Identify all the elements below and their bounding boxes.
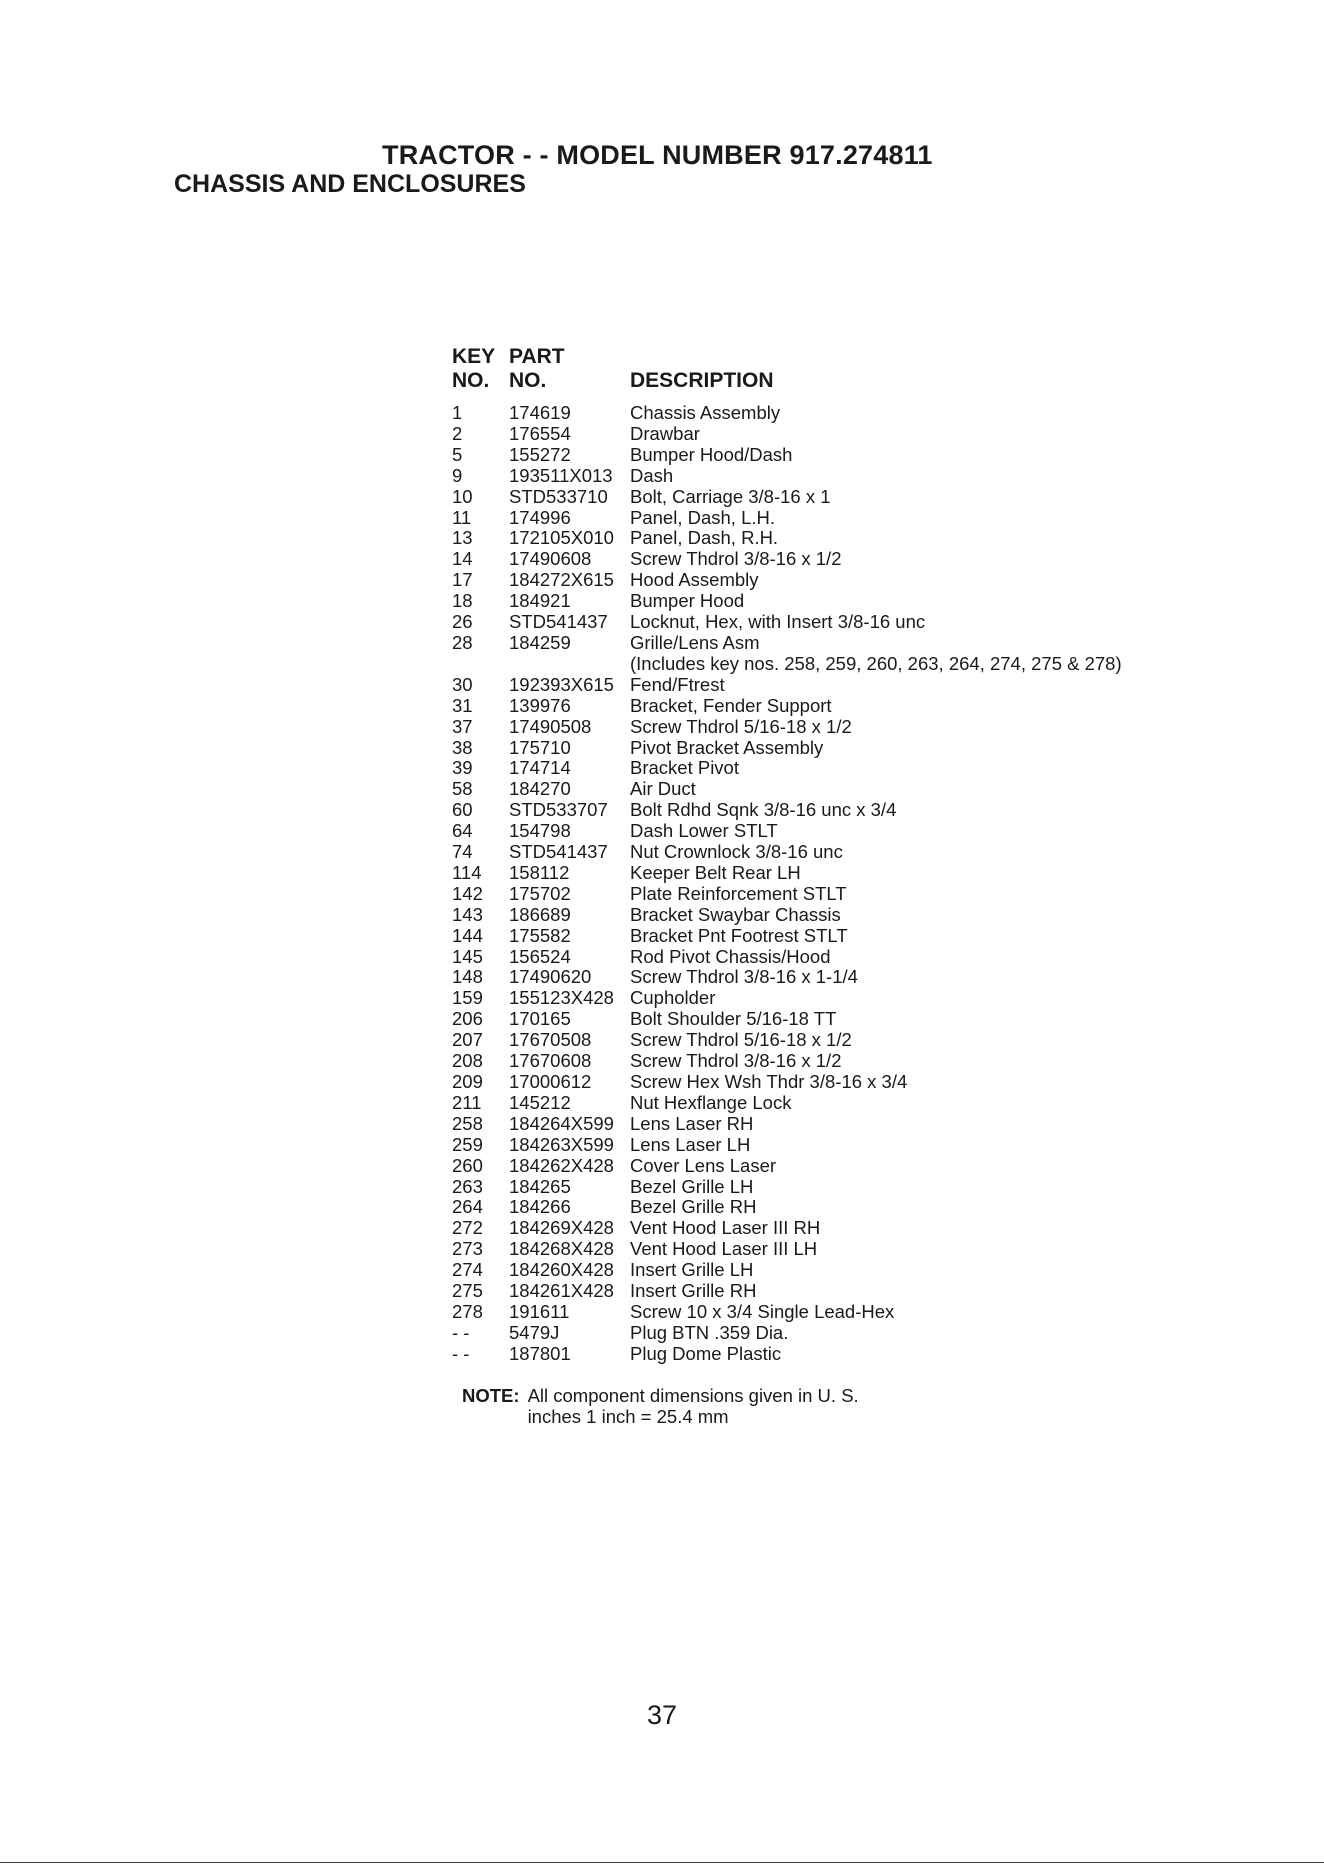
table-row [452, 1135, 1122, 1156]
part-number-cell: 184269X428 [509, 1217, 614, 1239]
part-number-cell: 184265 [509, 1175, 571, 1197]
key-cell: 28 [452, 631, 473, 653]
key-cell: 1 [452, 402, 463, 423]
key-cell: 11 [452, 506, 472, 528]
part-number-cell: 176554 [509, 422, 571, 444]
description-cell: Insert Grille RH [630, 1280, 757, 1302]
key-cell: - - [452, 1342, 470, 1364]
description-cell: Grille/Lens Asm [630, 631, 760, 653]
description-cell: Cupholder [630, 987, 716, 1009]
description-cell: Nut Crownlock 3/8-16 unc [630, 841, 843, 863]
part-number-cell: 184270 [509, 778, 571, 800]
part-number-cell: 17490620 [509, 966, 592, 988]
part-number-cell: 175582 [509, 924, 571, 946]
table-row [452, 1177, 1122, 1198]
description-cell: Insert Grille LH [630, 1259, 754, 1281]
part-number-cell: 175710 [509, 736, 571, 758]
table-row [452, 842, 1122, 863]
table-row [452, 675, 1122, 696]
key-cell: 258 [452, 1112, 483, 1134]
description-cell: Lens Laser LH [630, 1133, 751, 1155]
description-cell: Chassis Assembly [630, 402, 781, 423]
key-cell: 30 [452, 673, 473, 695]
part-number-cell: 184261X428 [509, 1280, 614, 1302]
table-row [452, 487, 1122, 508]
part-number-cell: 156524 [509, 945, 571, 967]
parts-table [452, 345, 1122, 1365]
description-cell: Screw Thdrol 3/8-16 x 1/2 [630, 548, 842, 570]
key-cell: 145 [452, 945, 483, 967]
key-cell [452, 654, 509, 675]
key-cell: 208 [452, 1050, 483, 1072]
key-cell: 142 [452, 882, 483, 904]
part-number-cell: 192393X615 [509, 673, 614, 695]
description-cell: Nut Hexflange Lock [630, 1091, 792, 1113]
part-number-cell: 139976 [509, 694, 571, 716]
key-cell: 37 [452, 715, 473, 737]
description-cell: Panel, Dash, R.H. [630, 527, 779, 549]
key-cell: 10 [452, 485, 473, 507]
part-number-cell: 155272 [509, 443, 571, 465]
key-cell: 17 [452, 569, 473, 591]
key-cell: 274 [452, 1259, 483, 1281]
key-cell: 9 [452, 464, 463, 486]
part-number-cell: 17670608 [509, 1050, 592, 1072]
key-cell: 38 [452, 736, 473, 758]
bottom-rule [0, 1862, 1324, 1863]
description-cell: Bezel Grille LH [630, 1175, 754, 1197]
part-number-cell: 174619 [509, 402, 571, 423]
part-number-cell: 184266 [509, 1196, 571, 1218]
page-number: 37 [646, 1700, 678, 1730]
key-cell: 273 [452, 1238, 483, 1260]
table-row [452, 1156, 1122, 1177]
part-header-line1: PART [509, 345, 565, 368]
table-row [452, 591, 1122, 612]
table-row [452, 905, 1122, 926]
description-header: DESCRIPTION [630, 369, 774, 392]
description-cell: Bracket Swaybar Chassis [630, 903, 841, 925]
key-cell: 264 [452, 1196, 483, 1218]
key-cell: 2 [452, 422, 463, 444]
key-cell: 206 [452, 1008, 483, 1030]
description-cell: Screw Hex Wsh Thdr 3/8-16 x 3/4 [630, 1071, 908, 1092]
table-row [452, 528, 1122, 549]
table-row [452, 466, 1122, 487]
part-number-cell: 184272X615 [509, 569, 614, 591]
description-cell: Pivot Bracket Assembly [630, 736, 824, 758]
part-number-cell: 184262X428 [509, 1154, 614, 1176]
table-row [452, 738, 1122, 759]
part-number-cell: 191611 [509, 1300, 570, 1322]
part-number-cell: 174714 [509, 757, 571, 779]
key-header-line1: KEY [452, 345, 496, 368]
part-number-cell: STD541437 [509, 841, 608, 863]
key-cell: 148 [452, 966, 483, 988]
part-number-cell: 170165 [509, 1008, 571, 1030]
table-row [452, 1239, 1122, 1260]
description-cell: Cover Lens Laser [630, 1154, 777, 1176]
part-header-line2: NO. [509, 369, 547, 392]
table-row [452, 863, 1122, 884]
key-header-line2: NO. [452, 369, 490, 392]
section-title: CHASSIS AND ENCLOSURES [174, 170, 526, 198]
table-row [452, 654, 1122, 675]
table-row [452, 633, 1122, 654]
description-cell: Lens Laser RH [630, 1112, 754, 1134]
note-line-1: All component dimensions given in U. S. [527, 1385, 859, 1406]
description-cell: Bolt Rdhd Sqnk 3/8-16 unc x 3/4 [630, 799, 897, 821]
description-cell: Bumper Hood [630, 590, 745, 612]
description-cell: Air Duct [630, 778, 696, 800]
page-title: TRACTOR - - MODEL NUMBER 917.274811 [382, 140, 933, 170]
description-cell: Keeper Belt Rear LH [630, 861, 801, 883]
part-number-cell: 145212 [509, 1091, 571, 1113]
table-row [452, 717, 1122, 738]
part-number-cell: 184264X599 [509, 1112, 614, 1134]
key-cell: 74 [452, 841, 473, 863]
description-cell: Plug Dome Plastic [630, 1342, 782, 1364]
description-cell: Bumper Hood/Dash [630, 443, 793, 465]
part-number-cell: 193511X013 [509, 464, 613, 486]
table-row [452, 1093, 1122, 1114]
table-row [452, 1260, 1122, 1281]
key-cell: 114 [452, 861, 482, 883]
key-cell: 13 [452, 527, 473, 549]
key-cell: 144 [452, 924, 483, 946]
part-number-cell: STD533707 [509, 799, 608, 821]
description-cell: Vent Hood Laser III LH [630, 1238, 818, 1260]
table-row [452, 1344, 1122, 1365]
table-row [452, 821, 1122, 842]
key-cell: 259 [452, 1133, 483, 1155]
key-cell: 209 [452, 1071, 483, 1092]
description-header-spacer [630, 345, 1122, 369]
table-row [452, 1114, 1122, 1135]
description-cell: Hood Assembly [630, 569, 759, 591]
description-cell: Bracket Pivot [630, 757, 739, 779]
description-cell: Plug BTN .359 Dia. [630, 1321, 789, 1343]
table-row [452, 1051, 1122, 1072]
description-cell: Plate Reinforcement STLT [630, 882, 847, 904]
key-cell: 159 [452, 987, 483, 1009]
table-row [452, 445, 1122, 466]
table-row [452, 508, 1122, 529]
table-row [452, 1218, 1122, 1239]
description-cell: (Includes key nos. 258, 259, 260, 263, 264, 274, 275 & 278) [630, 652, 1122, 674]
description-cell: Fend/Ftrest [630, 673, 725, 695]
part-number-cell: 184260X428 [509, 1259, 614, 1281]
description-cell: Bolt Shoulder 5/16-18 TT [630, 1008, 837, 1030]
table-row [452, 800, 1122, 821]
note-text [528, 1385, 859, 1427]
part-number-cell: 17000612 [509, 1071, 592, 1092]
key-cell: 18 [452, 590, 473, 612]
table-row [452, 1009, 1122, 1030]
part-number-cell: 5479J [509, 1321, 560, 1343]
parts-table-body [452, 403, 1122, 1365]
key-cell: 60 [452, 799, 473, 821]
description-cell: Dash Lower STLT [630, 820, 778, 842]
part-number-cell: 184263X599 [509, 1133, 614, 1155]
key-cell: 278 [452, 1300, 483, 1322]
part-number-cell: STD541437 [509, 611, 608, 633]
table-row [452, 758, 1122, 779]
part-number-cell: 155123X428 [509, 987, 614, 1009]
table-row [452, 967, 1122, 988]
description-cell: Bezel Grille RH [630, 1196, 757, 1218]
table-row [452, 988, 1122, 1009]
key-cell: 39 [452, 757, 473, 779]
table-row [452, 947, 1122, 968]
part-number-cell: 184268X428 [509, 1238, 614, 1260]
part-number-cell: 174996 [509, 506, 571, 528]
table-row [452, 1281, 1122, 1302]
part-number-cell: 184921 [509, 590, 571, 612]
table-row [452, 1197, 1122, 1218]
description-cell: Screw Thdrol 5/16-18 x 1/2 [630, 715, 852, 737]
part-number-cell [509, 654, 630, 675]
table-row [452, 696, 1122, 717]
description-cell: Bracket, Fender Support [630, 694, 832, 716]
table-row [452, 1323, 1122, 1344]
key-cell: 263 [452, 1175, 483, 1197]
key-cell: - - [452, 1321, 470, 1343]
part-number-cell: 17490508 [509, 715, 592, 737]
part-number-cell: 154798 [509, 820, 571, 842]
key-cell: 272 [452, 1217, 483, 1239]
table-row [452, 424, 1122, 445]
part-number-cell: STD533710 [509, 485, 608, 507]
note-block [462, 1385, 859, 1427]
key-cell: 14 [452, 548, 473, 570]
part-number-cell: 184259 [509, 631, 571, 653]
key-cell: 211 [452, 1091, 482, 1113]
table-row [452, 570, 1122, 591]
part-number-cell: 158112 [509, 861, 570, 883]
description-cell: Screw 10 x 3/4 Single Lead-Hex [630, 1300, 895, 1322]
part-number-cell: 17670508 [509, 1029, 592, 1051]
table-row [452, 1072, 1122, 1093]
key-cell: 26 [452, 611, 473, 633]
description-cell: Screw Thdrol 3/8-16 x 1-1/4 [630, 966, 858, 988]
table-row [452, 612, 1122, 633]
description-cell: Screw Thdrol 3/8-16 x 1/2 [630, 1050, 842, 1072]
description-cell: Panel, Dash, L.H. [630, 506, 775, 528]
key-cell: 143 [452, 903, 483, 925]
description-cell: Screw Thdrol 5/16-18 x 1/2 [630, 1029, 852, 1051]
table-row [452, 1302, 1122, 1323]
table-header-row-2 [452, 369, 1122, 403]
key-cell: 207 [452, 1029, 483, 1051]
part-number-cell: 187801 [509, 1342, 571, 1364]
table-row [452, 884, 1122, 905]
description-cell: Rod Pivot Chassis/Hood [630, 945, 831, 967]
table-header-row-1 [452, 345, 1122, 369]
part-number-cell: 172105X010 [509, 527, 614, 549]
note-label: NOTE: [462, 1385, 520, 1406]
key-cell: 31 [452, 694, 473, 716]
key-cell: 260 [452, 1154, 483, 1176]
table-row [452, 779, 1122, 800]
part-number-cell: 17490608 [509, 548, 592, 570]
note-line-2: inches 1 inch = 25.4 mm [527, 1406, 729, 1427]
table-row [452, 403, 1122, 424]
table-row [452, 549, 1122, 570]
description-cell: Bracket Pnt Footrest STLT [630, 924, 848, 946]
description-cell: Drawbar [630, 422, 700, 444]
part-number-cell: 186689 [509, 903, 571, 925]
description-cell: Locknut, Hex, with Insert 3/8-16 unc [630, 611, 926, 633]
part-number-cell: 175702 [509, 882, 571, 904]
description-cell: Bolt, Carriage 3/8-16 x 1 [630, 485, 831, 507]
description-cell: Vent Hood Laser III RH [630, 1217, 821, 1239]
table-row [452, 926, 1122, 947]
table-row [452, 1030, 1122, 1051]
key-cell: 64 [452, 820, 473, 842]
key-cell: 275 [452, 1280, 483, 1302]
key-cell: 58 [452, 778, 473, 800]
description-cell: Dash [630, 464, 674, 486]
key-cell: 5 [452, 443, 463, 465]
